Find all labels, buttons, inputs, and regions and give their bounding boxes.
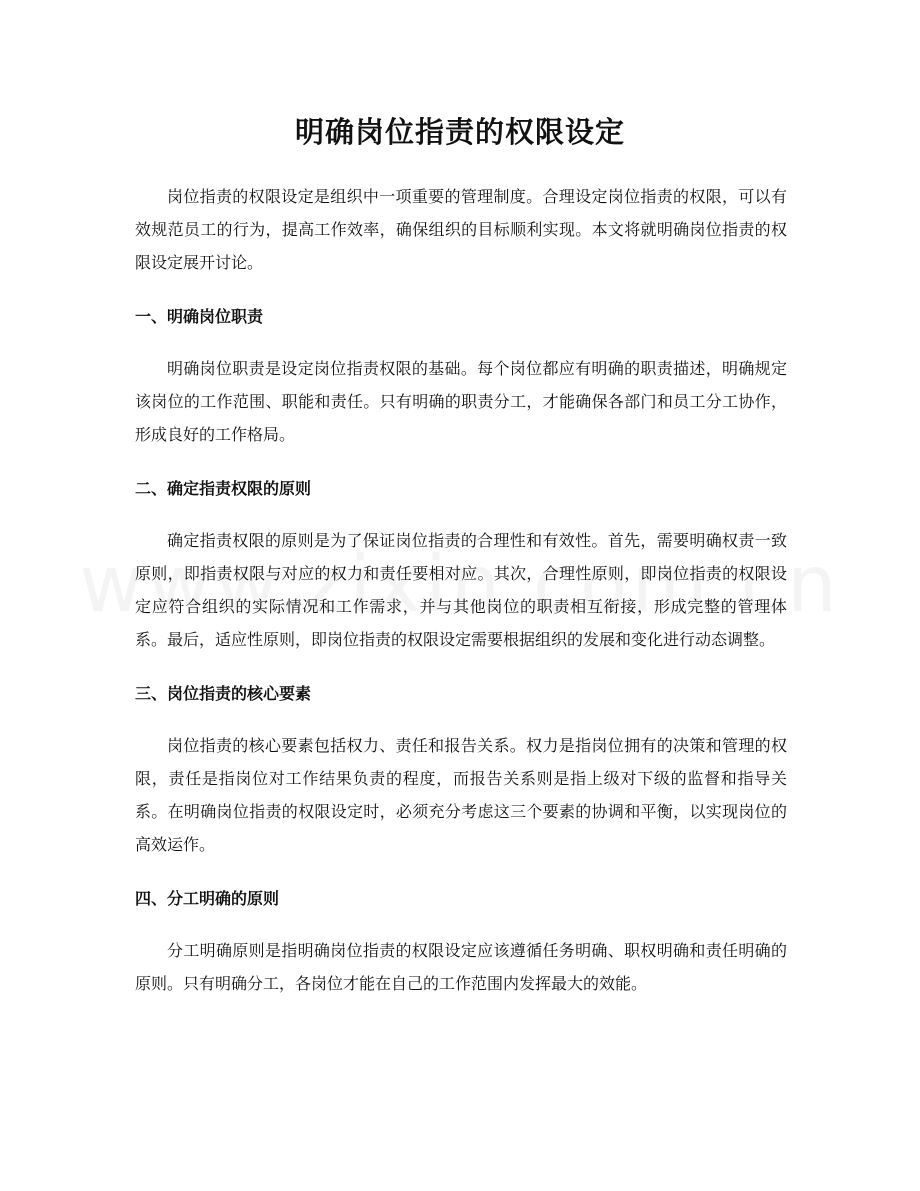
section-body-4: 分工明确原则是指明确岗位指责的权限设定应该遵循任务明确、职权明确和责任明确的原则。只有明确分工，各岗位才能在自己的工作范围内发挥最大的效能。: [135, 941, 787, 993]
section-heading-3: 三、岗位指责的核心要素: [135, 684, 312, 703]
section-heading-4: 四、分工明确的原则: [135, 889, 280, 908]
section-heading-2: 二、确定指责权限的原则: [135, 479, 312, 498]
document-body: [135, 180, 787, 1000]
page-title: 明确岗位指责的权限设定: [294, 115, 625, 149]
section-body-1: 明确岗位职责是设定岗位指责权限的基础。每个岗位都应有明确的职责描述，明确规定该岗位的工作范围、职能和责任。只有明确的职责分工，才能确保各部门和员工分工协作，形成良好的工作格局。: [135, 359, 787, 444]
section-body-3: 岗位指责的核心要素包括权力、责任和报告关系。权力是指岗位拥有的决策和管理的权限，责任是指岗位对工作结果负责的程度，而报告关系则是指上级对下级的监督和指导关系。在明确岗位指责的权限设定时，必须充分考虑这三个要素的协调和平衡，以实现岗位的高效运作。: [135, 736, 787, 854]
section-body-2: 确定指责权限的原则是为了保证岗位指责的合理性和有效性。首先，需要明确权责一致原则，即指责权限与对应的权力和责任要相对应。其次，合理性原则，即岗位指责的权限设定应符合组织的实际情况和工作需求，并与其他岗位的职责相互衔接，形成完整的管理体系。最后，适应性原则，即岗位指责的权限设定需要根据组织的发展和变化进行动态调整。: [135, 531, 787, 649]
intro-paragraph: 岗位指责的权限设定是组织中一项重要的管理制度。合理设定岗位指责的权限，可以有效规范员工的行为，提高工作效率，确保组织的目标顺利实现。本文将就明确岗位指责的权限设定展开讨论。: [135, 187, 787, 272]
section-heading-1: 一、明确岗位职责: [135, 307, 264, 326]
